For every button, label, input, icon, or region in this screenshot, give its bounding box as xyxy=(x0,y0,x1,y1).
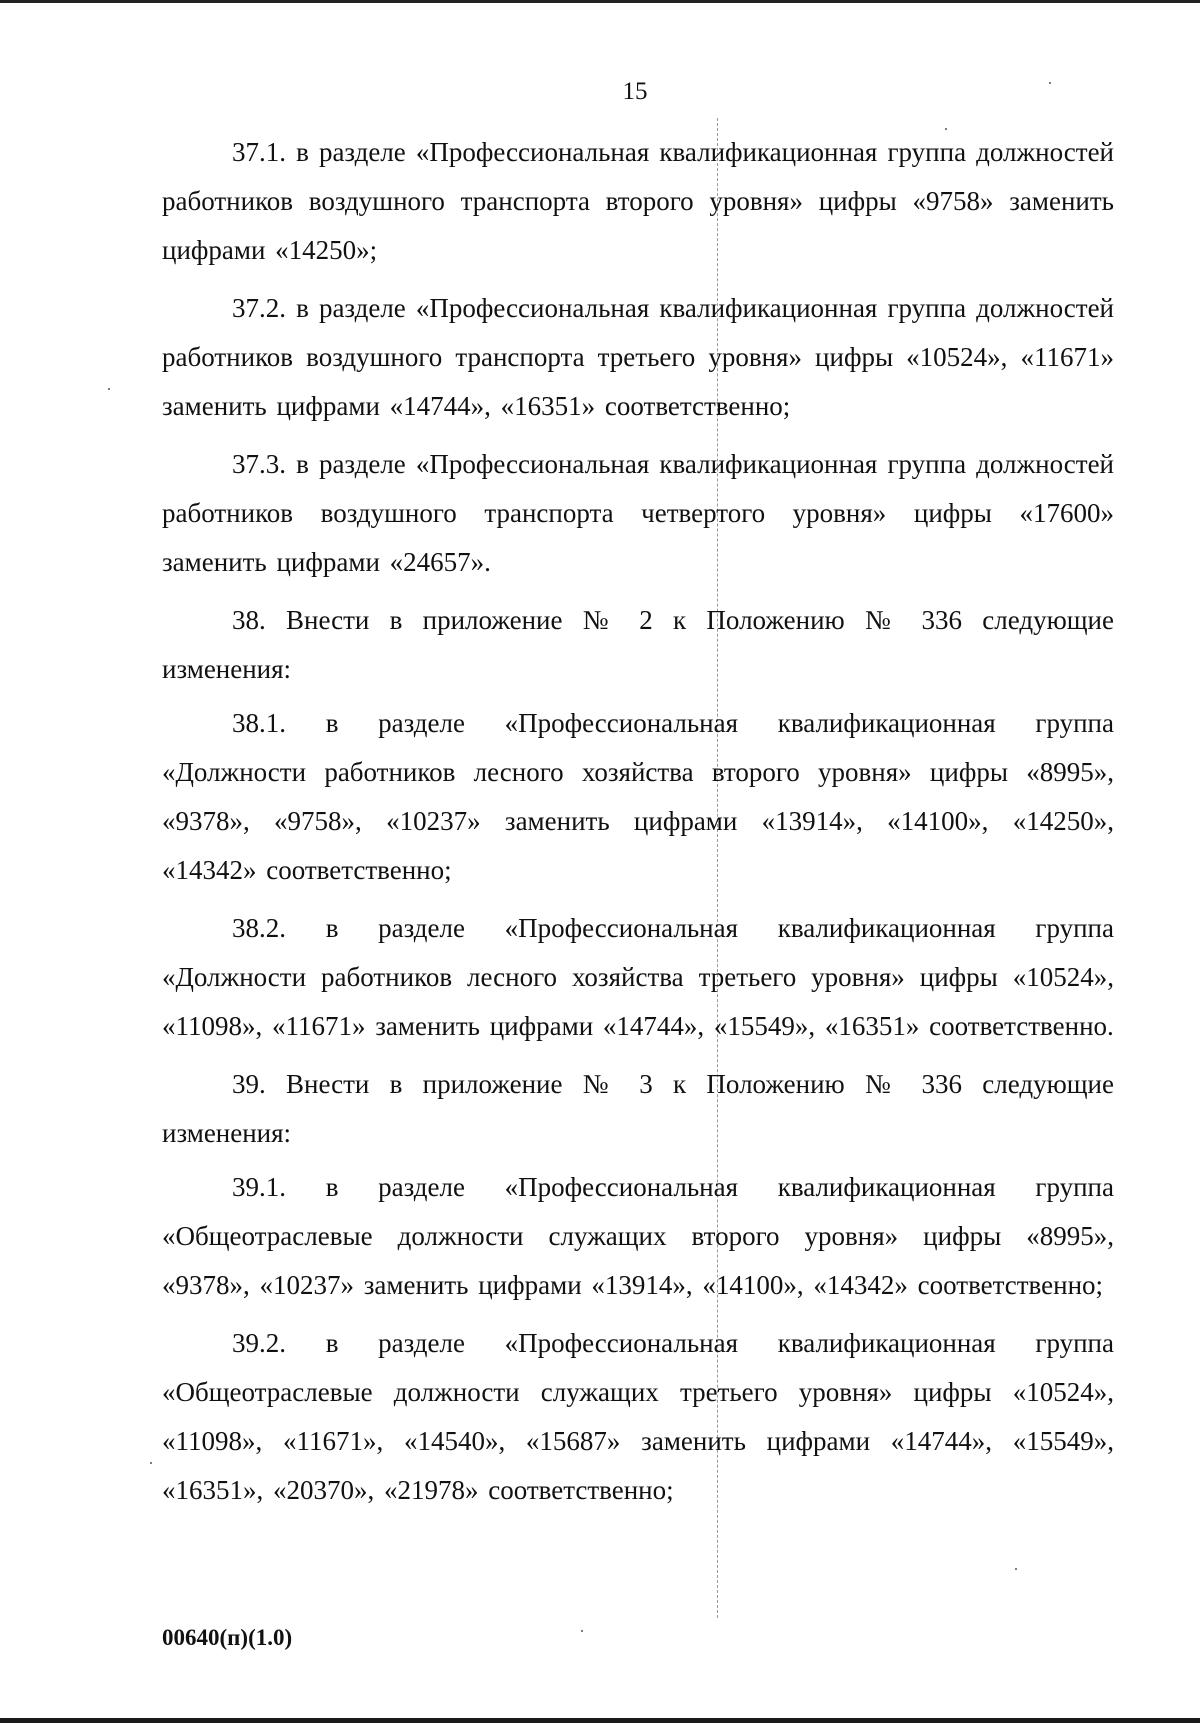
scan-border-bottom xyxy=(0,1718,1200,1723)
document-code: 00640(п)(1.0) xyxy=(162,1625,293,1650)
paragraph-38-1: 38.1. в разделе «Профессиональная квалификационная группа «Должности работников лесного хозяйства второго уровня» цифры «8995», «9378», «9758», «10237» заменить цифрами «13914», «14100», «14250», «14342» соответственно; xyxy=(162,708,1114,885)
page-number: 15 xyxy=(622,78,648,105)
scan-speck xyxy=(1015,1568,1017,1570)
paragraph-37-2: 37.2. в разделе «Профессиональная квалификационная группа должностей работников воздушного транспорта третьего уровня» цифры «10524», «11671» заменить цифрами «14744», «16351» соответственно; xyxy=(162,293,1114,421)
paragraph-39-1: 39.1. в разделе «Профессиональная квалификационная группа «Общеотраслевые должности служащих второго уровня» цифры «8995», «9378», «10237» заменить цифрами «13914», «14100», «14342» соответственно; xyxy=(162,1172,1114,1300)
scan-border-top xyxy=(0,0,1200,3)
scan-speck xyxy=(1049,82,1051,84)
paragraph-38-2: 38.2. в разделе «Профессиональная квалификационная группа «Должности работников лесного хозяйства третьего уровня» цифры «10524», «11098», «11671» заменить цифрами «14744», «15549», «16351» соответственно. xyxy=(162,913,1114,1041)
document-body xyxy=(162,128,1114,1524)
scan-speck xyxy=(108,388,110,390)
paragraph-37-3: 37.3. в разделе «Профессиональная квалификационная группа должностей работников воздушного транспорта четвертого уровня» цифры «17600» заменить цифрами «24657». xyxy=(162,449,1114,577)
paragraph-39-2: 39.2. в разделе «Профессиональная квалификационная группа «Общеотраслевые должности служащих третьего уровня» цифры «10524», «11098», «11671», «14540», «15687» заменить цифрами «14744», «15549», «16351», «20370», «21978» соответственно; xyxy=(162,1328,1114,1505)
paragraph-39: 39. Внести в приложение № 3 к Положению № 336 следующие изменения: xyxy=(162,1069,1114,1148)
paragraph-38: 38. Внести в приложение № 2 к Положению № 336 следующие изменения: xyxy=(162,605,1114,684)
scan-speck xyxy=(150,1462,152,1464)
scan-speck xyxy=(581,1630,583,1632)
paragraph-37-1: 37.1. в разделе «Профессиональная квалификационная группа должностей работников воздушного транспорта второго уровня» цифры «9758» заменить цифрами «14250»; xyxy=(162,137,1114,265)
scan-speck xyxy=(945,128,947,130)
